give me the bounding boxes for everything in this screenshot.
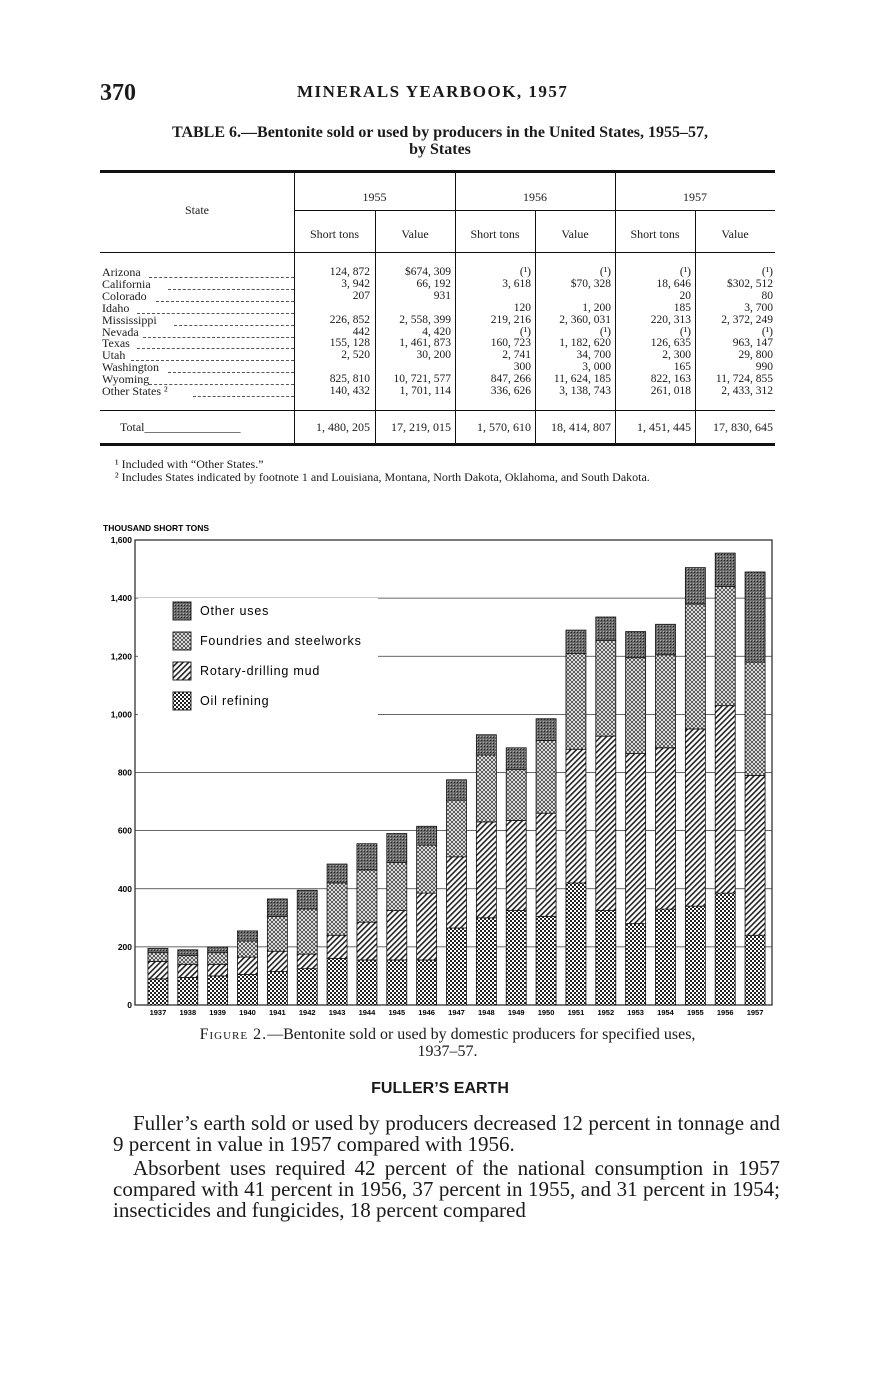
- bar-segment: [566, 883, 586, 1005]
- bar-segment: [685, 568, 705, 604]
- x-tick-label: 1948: [478, 1008, 495, 1017]
- table-cell: 185: [673, 301, 691, 314]
- leader-line: [168, 372, 294, 373]
- table-total-rule: [100, 410, 775, 411]
- bar-segment: [327, 935, 347, 958]
- bar-segment: [238, 941, 258, 957]
- state-label: Nevada: [102, 324, 139, 339]
- legend-label: Other uses: [200, 604, 270, 618]
- table-cell: 2, 433, 312: [721, 385, 773, 397]
- bar-segment: [536, 741, 556, 814]
- bar-segment: [178, 964, 198, 977]
- leader-line: [137, 348, 294, 349]
- bar-segment: [506, 770, 526, 821]
- page-number: 370: [100, 80, 136, 106]
- bar-segment: [208, 964, 228, 976]
- table-cell: $70, 328: [570, 277, 611, 290]
- paragraph-1: Fuller’s earth sold or used by producers decreased 12 percent in tonnage and 9 percent in value in 1957 compared with 1956.: [113, 1111, 780, 1156]
- leader-line: [174, 325, 294, 326]
- table-cell: 160, 723: [490, 337, 531, 350]
- table-cell: 30, 200: [416, 349, 451, 362]
- table-bottom-rule: [100, 443, 775, 446]
- leader-line: [149, 384, 294, 385]
- x-tick-label: 1945: [388, 1008, 406, 1017]
- table-cell: 18, 646: [656, 277, 691, 290]
- subheader-short-tons: Short tons: [630, 227, 680, 241]
- table-cell: 300: [513, 361, 531, 374]
- section-heading: FULLER’S EARTH: [371, 1080, 509, 1097]
- table-cell: 2, 300: [662, 349, 691, 362]
- bar-segment: [506, 748, 526, 770]
- bar-segment: [297, 909, 317, 954]
- table-cell: 1, 701, 114: [399, 385, 451, 397]
- year-header-1955: 1955: [362, 190, 387, 204]
- table-cell: (¹): [679, 325, 691, 338]
- bar-segment: [447, 800, 467, 857]
- table-cell: 34, 700: [576, 349, 611, 362]
- table-cell: 226, 852: [329, 313, 370, 326]
- state-label: Other States ²: [102, 384, 168, 398]
- table-cell: 931: [433, 289, 451, 302]
- bar-segment: [596, 911, 616, 1005]
- bar-segment: [745, 662, 765, 775]
- bar-segment: [208, 953, 228, 965]
- bar-segment: [447, 780, 467, 800]
- y-tick-label: 400: [117, 883, 132, 894]
- legend-swatch: [173, 602, 191, 620]
- table-cell: 140, 432: [329, 385, 370, 397]
- y-tick-label: 1,000: [110, 709, 132, 720]
- bar-segment: [417, 893, 437, 960]
- state-label: Arizona: [102, 265, 141, 279]
- x-tick-label: 1949: [507, 1008, 525, 1017]
- bar-segment: [148, 948, 168, 952]
- bar-segment: [626, 658, 646, 754]
- bar-segment: [566, 749, 586, 883]
- table-cell: (¹): [679, 266, 691, 278]
- year-header-1956: 1956: [523, 190, 547, 204]
- x-tick-label: 1951: [567, 1008, 585, 1017]
- y-tick-label: 1,400: [110, 593, 132, 604]
- total-cell: 1, 451, 445: [637, 420, 691, 434]
- x-tick-label: 1955: [687, 1008, 704, 1017]
- bar-segment: [238, 931, 258, 941]
- bar-segment: [656, 909, 676, 1005]
- footnote-1: ¹ Included with “Other States.”: [115, 457, 264, 471]
- y-tick-label: 200: [117, 941, 132, 952]
- bar-segment: [506, 911, 526, 1005]
- bar-segment: [715, 706, 735, 893]
- bar-segment: [685, 729, 705, 906]
- bar-segment: [357, 960, 377, 1005]
- legend-swatch: [173, 692, 191, 710]
- bar-segment: [656, 655, 676, 748]
- table-cell: 11, 624, 185: [553, 373, 611, 386]
- bar-segment: [566, 653, 586, 749]
- x-tick-label: 1939: [209, 1008, 226, 1017]
- y-tick-label: 1,600: [110, 535, 132, 545]
- bar-segment: [387, 960, 407, 1005]
- table-cell: 2, 520: [341, 349, 370, 362]
- bar-segment: [685, 906, 705, 1005]
- bar-segment: [327, 864, 347, 883]
- bar-segment: [596, 640, 616, 736]
- bar-segment: [536, 719, 556, 741]
- table-cell: 219, 216: [490, 313, 531, 326]
- leader-line: [193, 396, 294, 397]
- table-cell: (¹): [599, 325, 611, 338]
- table-cell: 220, 313: [650, 313, 691, 326]
- chart-svg: [100, 518, 790, 1026]
- bar-segment: [656, 748, 676, 909]
- table-cell: 1, 182, 620: [559, 337, 611, 350]
- bar-segment: [506, 820, 526, 910]
- bar-segment: [387, 911, 407, 960]
- bar-segment: [596, 736, 616, 910]
- bar-segment: [297, 969, 317, 1005]
- bar-segment: [476, 735, 496, 755]
- state-label: Mississippi: [102, 312, 157, 327]
- bar-segment: [387, 834, 407, 863]
- table-cell: 3, 000: [582, 361, 611, 374]
- x-tick-label: 1938: [179, 1008, 197, 1017]
- table-cell: 3, 700: [744, 301, 773, 314]
- x-tick-label: 1956: [716, 1008, 734, 1017]
- table-cell: 4, 420: [422, 325, 451, 338]
- bar-segment: [447, 857, 467, 928]
- bar-segment: [208, 976, 228, 1005]
- table-cell: 80: [761, 289, 773, 302]
- leader-line: [168, 289, 294, 290]
- table-cell: 261, 018: [650, 385, 691, 397]
- table-cell: 1, 200: [582, 301, 611, 314]
- bar-segment: [566, 630, 586, 653]
- bar-segment: [447, 928, 467, 1005]
- bar-segment: [656, 624, 676, 655]
- bar-segment: [238, 974, 258, 1005]
- subheader-short-tons: Short tons: [470, 227, 520, 241]
- bar-segment: [536, 813, 556, 916]
- table-cell: 847, 266: [490, 373, 531, 386]
- total-cell: 1, 480, 205: [316, 420, 370, 434]
- x-tick-label: 1937: [149, 1008, 167, 1017]
- leader-line: [143, 337, 294, 338]
- table-cell: (¹): [519, 325, 531, 338]
- y-tick-label: 0: [127, 1000, 132, 1010]
- bar-segment: [178, 956, 198, 965]
- bar-segment: [267, 972, 287, 1005]
- bar-segment: [357, 844, 377, 870]
- table-cell: 120: [513, 301, 531, 314]
- table-cell: 2, 558, 399: [399, 313, 451, 326]
- bar-segment: [178, 977, 198, 1005]
- x-tick-label: 1946: [418, 1008, 435, 1017]
- bar-segment: [417, 845, 437, 893]
- figure-label: Figure 2.: [199, 1026, 268, 1043]
- table-cell: (¹): [519, 266, 531, 278]
- table-top-rule: [100, 170, 775, 173]
- bar-segment: [178, 950, 198, 956]
- leader-line: [156, 301, 294, 302]
- year-header-1957: 1957: [683, 190, 707, 204]
- bar-segment: [715, 587, 735, 706]
- subheader-short-tons: Short tons: [309, 227, 359, 241]
- bar-segment: [626, 632, 646, 658]
- table-title-line1: TABLE 6.—Bentonite sold or used by producers in the United States, 1955–57,: [171, 124, 709, 141]
- table-title: [100, 124, 780, 158]
- x-tick-label: 1943: [328, 1008, 346, 1017]
- table-cell: 155, 128: [329, 337, 370, 350]
- table-cell: 10, 721, 577: [393, 373, 451, 386]
- bar-segment: [596, 617, 616, 640]
- x-tick-label: 1954: [657, 1008, 674, 1017]
- table-cell: 124, 872: [329, 266, 370, 278]
- paragraph-2: Absorbent uses required 42 percent of the national consumption in 1957 compared with 41 percent in 1956, 37 percent in 1955, and 31 percent in 1954; insecticides and fungicides, 18 percent compared: [113, 1156, 780, 1222]
- state-label: Washington: [102, 360, 160, 375]
- y-tick-label: 1,200: [110, 651, 132, 662]
- table-cell: (¹): [761, 266, 773, 278]
- table-cell: 29, 800: [738, 349, 773, 362]
- table-cell: 20: [679, 289, 691, 302]
- table-cell: 11, 724, 855: [715, 373, 773, 386]
- total-label: Total________________: [120, 420, 241, 434]
- y-axis-unit-label: THOUSAND SHORT TONS: [103, 523, 210, 533]
- bar-segment: [387, 863, 407, 911]
- bar-segment: [685, 604, 705, 729]
- bar-segment: [148, 979, 168, 1005]
- leader-line: [149, 277, 294, 278]
- table-cell: 336, 626: [490, 385, 531, 397]
- x-tick-label: 1942: [298, 1008, 316, 1017]
- legend-label: Oil refining: [200, 694, 270, 708]
- bar-segment: [715, 553, 735, 586]
- state-label: Utah: [102, 348, 126, 363]
- x-tick-label: 1950: [537, 1008, 555, 1017]
- x-tick-label: 1941: [269, 1008, 286, 1017]
- table-cell: 126, 635: [650, 337, 691, 350]
- bar-segment: [148, 953, 168, 962]
- leader-line: [137, 313, 294, 314]
- table-cell: 165: [673, 361, 691, 374]
- bar-segment: [267, 916, 287, 951]
- table-cell: 3, 138, 743: [559, 385, 611, 397]
- bar-segment: [208, 947, 228, 953]
- table-year-rule: [294, 210, 775, 211]
- table-cell: $302, 512: [727, 277, 773, 290]
- bar-segment: [745, 935, 765, 1005]
- table-cell: 1, 461, 873: [399, 337, 451, 350]
- table-title-line2: by States: [409, 141, 471, 158]
- bar-segment: [297, 890, 317, 909]
- table-cell: 990: [755, 361, 773, 374]
- table-header-rule: [100, 252, 775, 253]
- total-cell: 17, 830, 645: [713, 420, 773, 434]
- bar-segment: [417, 826, 437, 845]
- table-cell: 66, 192: [416, 277, 451, 290]
- bar-segment: [626, 754, 646, 924]
- bar-segment: [327, 959, 347, 1006]
- bar-segment: [357, 870, 377, 922]
- table-cell: 3, 942: [341, 277, 370, 290]
- leader-line: [131, 360, 294, 361]
- y-tick-label: 600: [117, 825, 132, 836]
- bar-segment: [626, 924, 646, 1005]
- table-cell: 825, 810: [329, 373, 370, 386]
- bar-segment: [327, 883, 347, 935]
- bar-segment: [238, 957, 258, 974]
- bar-segment: [476, 822, 496, 918]
- state-label: Texas: [102, 336, 130, 351]
- bar-segment: [417, 960, 437, 1005]
- bar-segment: [536, 916, 556, 1005]
- table-cell: 2, 360, 031: [559, 313, 611, 326]
- state-label: California: [102, 276, 151, 291]
- total-cell: 1, 570, 610: [477, 420, 531, 434]
- bar-segment: [715, 893, 735, 1005]
- state-label: Wyoming: [102, 372, 150, 387]
- bar-segment: [297, 954, 317, 969]
- table-cell: 442: [352, 325, 370, 338]
- figure-caption: [115, 1026, 780, 1060]
- col-state-header: State: [185, 203, 209, 217]
- x-tick-label: 1957: [746, 1008, 764, 1017]
- stacked-bar-chart: [100, 518, 790, 1031]
- bar-segment: [267, 899, 287, 916]
- figure-caption-text: —Bentonite sold or used by domestic producers for specified uses,: [267, 1026, 696, 1043]
- x-tick-label: 1947: [448, 1008, 465, 1017]
- footnote-2: ² Includes States indicated by footnote 1 and Louisiana, Montana, North Dakota, Oklahoma, and South Dakota.: [115, 470, 650, 484]
- legend-label: Foundries and steelworks: [200, 634, 362, 648]
- total-cell: 18, 414, 807: [551, 420, 611, 434]
- table-cell: 207: [352, 289, 370, 302]
- bar-segment: [476, 918, 496, 1005]
- y-tick-label: 800: [117, 767, 132, 778]
- x-tick-label: 1944: [358, 1008, 376, 1017]
- x-tick-label: 1953: [627, 1008, 644, 1017]
- bar-segment: [745, 775, 765, 935]
- bar-segment: [357, 922, 377, 960]
- legend-label: Rotary-drilling mud: [200, 664, 321, 678]
- table-cell: 963, 147: [732, 337, 773, 350]
- bar-segment: [267, 951, 287, 971]
- bar-segment: [476, 755, 496, 822]
- state-label: Colorado: [102, 288, 147, 303]
- x-tick-label: 1940: [239, 1008, 256, 1017]
- running-head: MINERALS YEARBOOK, 1957: [297, 82, 569, 101]
- table-cell: 2, 741: [502, 349, 531, 362]
- table-cell: (¹): [599, 266, 611, 278]
- table-cell: $674, 309: [405, 266, 451, 278]
- bar-segment: [745, 572, 765, 662]
- figure-caption-text-2: 1937–57.: [417, 1043, 478, 1060]
- table-cell: 2, 372, 249: [721, 313, 773, 326]
- legend-swatch: [173, 632, 191, 650]
- state-label: Idaho: [102, 300, 130, 315]
- subheader-value: Value: [721, 227, 749, 241]
- table-cell: 3, 618: [502, 277, 531, 290]
- subheader-value: Value: [401, 227, 429, 241]
- legend-swatch: [173, 662, 191, 680]
- total-cell: 17, 219, 015: [391, 420, 451, 434]
- subheader-value: Value: [561, 227, 589, 241]
- table-cell: 822, 163: [650, 373, 691, 386]
- table-cell: (¹): [761, 325, 773, 338]
- table-vline: [294, 173, 295, 443]
- bar-segment: [148, 961, 168, 978]
- x-tick-label: 1952: [597, 1008, 615, 1017]
